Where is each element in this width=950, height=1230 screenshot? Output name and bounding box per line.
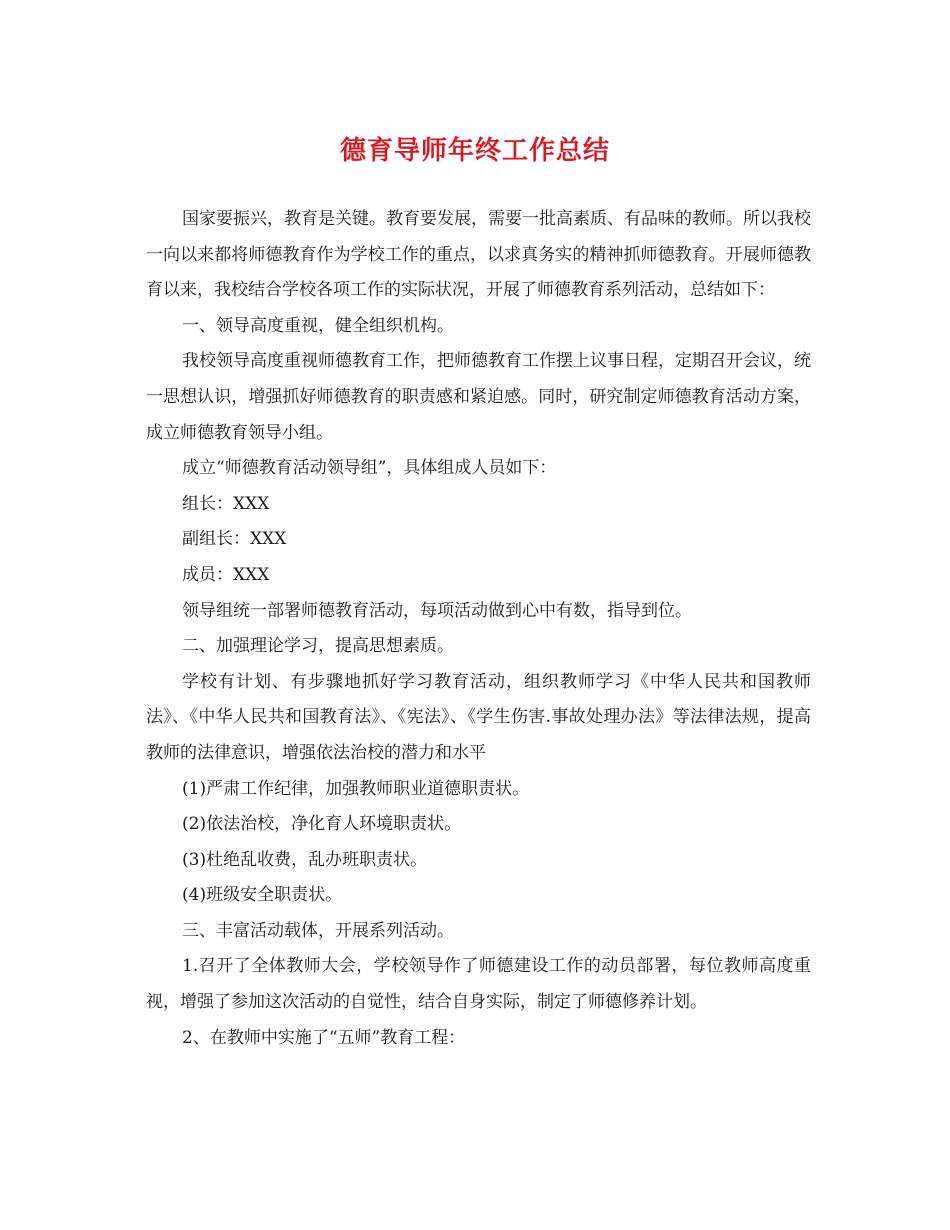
section-heading: 二、加强理论学习，提高思想素质。 [182,636,454,657]
document-body [146,202,811,1056]
list-item: (4)班级安全职责状。 [182,885,343,906]
paragraph: 成立“师德教育活动领导组”，具体组成人员如下： [182,458,557,479]
member-line: 成员：XXX [182,564,270,585]
section-heading: 三、丰富活动载体，开展系列活动。 [182,920,454,941]
paragraph: 国家要振兴，教育是关键。教育要发展，需要一批高素质、有品味的教师。所以我校一向以来都将师德教育作为学校工作的重点，以求真务实的精神抓师德教育。开展师德教育以来，我校结合学校各项工作的实际状况，开展了师德教育系列活动，总结如下： [146,209,811,301]
paragraph: 1.召开了全体教师大会，学校领导作了师德建设工作的动员部署，每位教师高度重视，增强了参加这次活动的自觉性，结合自身实际，制定了师德修养计划。 [146,956,811,1013]
paragraph: 我校领导高度重视师德教育工作，把师德教育工作摆上议事日程，定期召开会议，统一思想认识，增强抓好师德教育的职责感和紧迫感。同时，研究制定师德教育活动方案，成立师德教育领导小组。 [146,351,811,443]
paragraph: 领导组统一部署师德教育活动，每项活动做到心中有数，指导到位。 [182,600,692,621]
member-line: 组长：XXX [182,493,270,514]
document-title: 德育导师年终工作总结 [339,136,610,166]
list-item: (1)严肃工作纪律，加强教师职业道德职责状。 [182,778,530,799]
list-item: (2)依法治校，净化育人环境职责状。 [182,814,462,835]
list-item: (3)杜绝乱收费，乱办班职责状。 [182,849,428,870]
member-line: 副组长：XXX [182,529,287,550]
paragraph: 学校有计划、有步骤地抓好学习教育活动，组织教师学习《中华人民共和国教师法》、《中华人民共和国教育法》、《宪法》、《学生伤害.事故处理办法》等法律法规，提高教师的法律意识，增强依法治校的潜力和水平 [146,671,811,763]
section-heading: 一、领导高度重视，健全组织机构。 [182,315,454,336]
paragraph: 2、在教师中实施了“五师”教育工程： [182,1027,466,1048]
